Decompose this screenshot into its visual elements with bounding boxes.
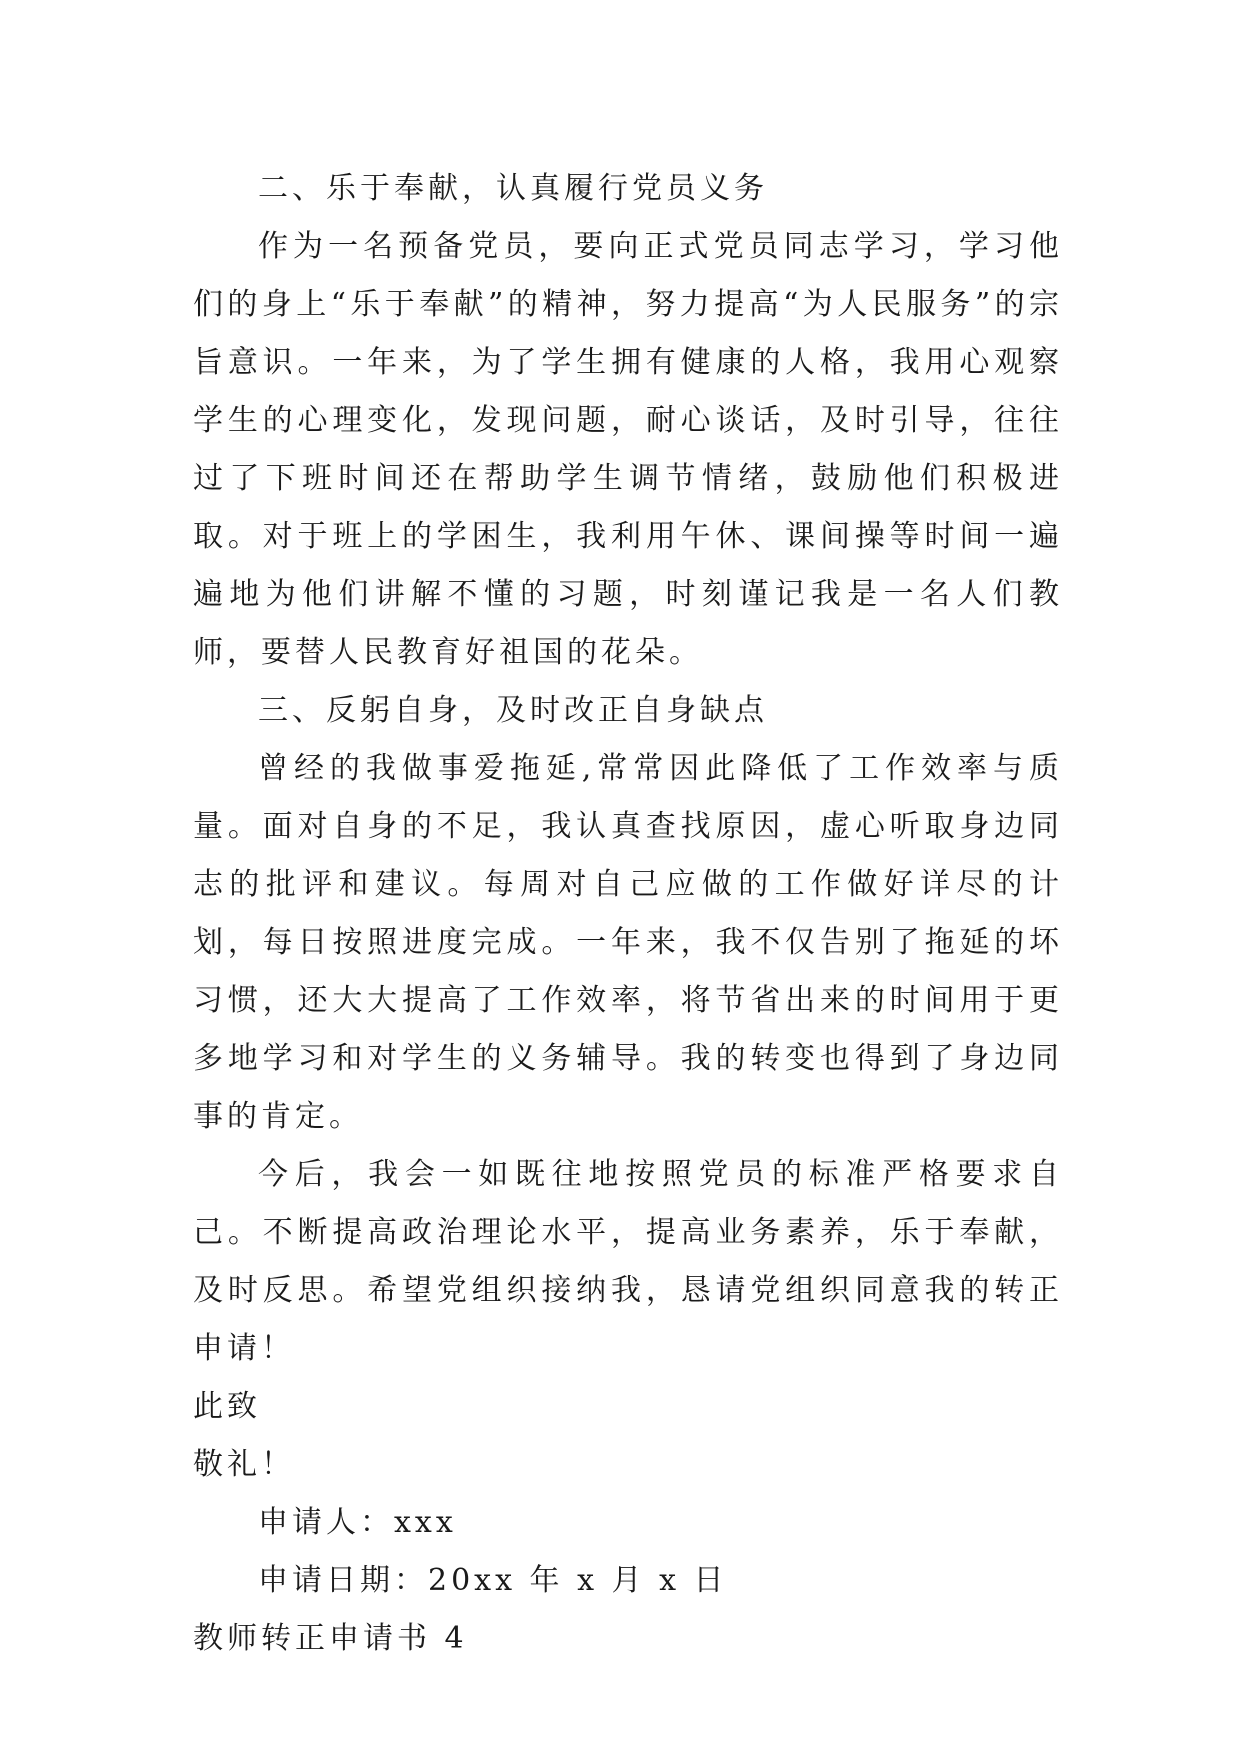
next-document-title: 教师转正申请书 4 [193,1621,468,1656]
paragraph-contribution: 作为一名预备党员，要向正式党员同志学习，学习他们的身上“乐于奉献”的精神，努力提高“为人民服务”的宗旨意识。一年来，为了学生拥有健康的人格，我用心观察学生的心理变化，发现问题，耐心谈话，及时引导，往往过了下班时间还在帮助学生调节情绪，鼓励他们积极进取。对于班上的学困生，我利用午休、课间操等时间一遍遍地为他们讲解不懂的习题，时刻谨记我是一名人们教师，要替人民教育好祖国的花朵。 [193,229,1063,670]
document-body [193,160,1063,1668]
paragraph-conclusion: 今后，我会一如既往地按照党员的标准严格要求自己。不断提高政治理论水平，提高业务素养，乐于奉献，及时反思。希望党组织接纳我，恳请党组织同意我的转正申请！ [193,1157,1063,1366]
closing-respect: 敬礼！ [193,1447,295,1482]
section-heading-2: 二、乐于奉献，认真履行党员义务 [258,171,768,206]
section-heading-3: 三、反躬自身，及时改正自身缺点 [258,693,768,728]
closing-salutation: 此致 [193,1389,261,1424]
application-date: 申请日期：20xx 年 x 月 x 日 [258,1563,728,1598]
applicant-signature: 申请人：xxx [258,1505,457,1540]
paragraph-self-reflection: 曾经的我做事爱拖延,常常因此降低了工作效率与质量。面对自身的不足，我认真查找原因，虚心听取身边同志的批评和建议。每周对自己应做的工作做好详尽的计划，每日按照进度完成。一年来，我不仅告别了拖延的坏习惯，还大大提高了工作效率，将节省出来的时间用于更多地学习和对学生的义务辅导。我的转变也得到了身边同事的肯定。 [193,751,1063,1134]
